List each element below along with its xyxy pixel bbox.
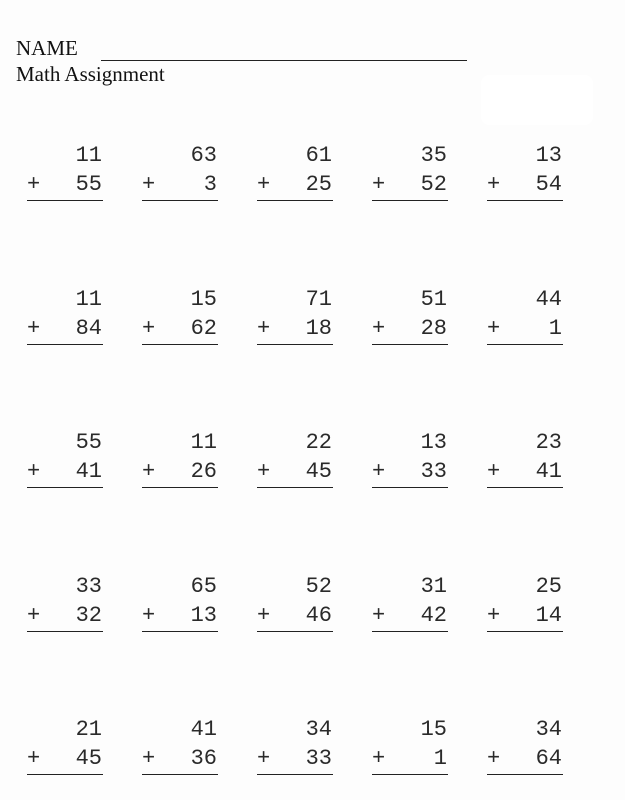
answer-line bbox=[27, 344, 103, 345]
answer-line bbox=[372, 774, 448, 775]
bottom-addend: 54 bbox=[535, 172, 562, 197]
plus-sign: + bbox=[27, 172, 41, 197]
answer-line bbox=[487, 631, 563, 632]
addition-problem bbox=[142, 287, 218, 347]
addition-problem bbox=[257, 717, 333, 777]
top-addend: 22 bbox=[305, 430, 332, 455]
answer-line bbox=[142, 774, 218, 775]
addition-problem bbox=[487, 287, 563, 347]
plus-sign: + bbox=[372, 459, 386, 484]
bottom-addend: 32 bbox=[75, 603, 102, 628]
answer-line bbox=[27, 487, 103, 488]
top-addend: 41 bbox=[190, 717, 217, 742]
top-addend: 63 bbox=[190, 143, 217, 168]
plus-sign: + bbox=[142, 459, 156, 484]
top-addend: 51 bbox=[420, 287, 447, 312]
name-write-line bbox=[101, 60, 467, 61]
top-addend: 23 bbox=[535, 430, 562, 455]
bottom-addend: 25 bbox=[305, 172, 332, 197]
top-addend: 55 bbox=[75, 430, 102, 455]
page-title: Math Assignment bbox=[16, 62, 165, 86]
top-addend: 71 bbox=[305, 287, 332, 312]
addition-problem bbox=[27, 287, 103, 347]
bottom-addend: 26 bbox=[190, 459, 217, 484]
plus-sign: + bbox=[372, 172, 386, 197]
bottom-addend: 1 bbox=[548, 316, 562, 341]
bottom-addend: 62 bbox=[190, 316, 217, 341]
plus-sign: + bbox=[487, 459, 501, 484]
plus-sign: + bbox=[257, 172, 271, 197]
plus-sign: + bbox=[257, 459, 271, 484]
top-addend: 65 bbox=[190, 574, 217, 599]
top-addend: 21 bbox=[75, 717, 102, 742]
bottom-addend: 3 bbox=[203, 172, 217, 197]
bottom-addend: 84 bbox=[75, 316, 102, 341]
top-addend: 61 bbox=[305, 143, 332, 168]
plus-sign: + bbox=[257, 603, 271, 628]
answer-line bbox=[372, 344, 448, 345]
addition-problem bbox=[27, 430, 103, 490]
name-label: NAME bbox=[16, 36, 78, 60]
bottom-addend: 33 bbox=[420, 459, 447, 484]
bottom-addend: 41 bbox=[75, 459, 102, 484]
plus-sign: + bbox=[487, 172, 501, 197]
top-addend: 33 bbox=[75, 574, 102, 599]
answer-line bbox=[487, 774, 563, 775]
top-addend: 35 bbox=[420, 143, 447, 168]
plus-sign: + bbox=[372, 603, 386, 628]
bottom-addend: 55 bbox=[75, 172, 102, 197]
answer-line bbox=[372, 487, 448, 488]
bottom-addend: 28 bbox=[420, 316, 447, 341]
top-addend: 11 bbox=[75, 143, 102, 168]
addition-problem bbox=[257, 574, 333, 634]
addition-problem bbox=[487, 143, 563, 203]
plus-sign: + bbox=[27, 316, 41, 341]
addition-problem bbox=[142, 430, 218, 490]
top-addend: 13 bbox=[420, 430, 447, 455]
answer-line bbox=[487, 487, 563, 488]
top-addend: 15 bbox=[190, 287, 217, 312]
plus-sign: + bbox=[487, 316, 501, 341]
addition-problem bbox=[142, 717, 218, 777]
plus-sign: + bbox=[257, 746, 271, 771]
addition-problem bbox=[372, 143, 448, 203]
plus-sign: + bbox=[27, 746, 41, 771]
bottom-addend: 52 bbox=[420, 172, 447, 197]
plus-sign: + bbox=[27, 603, 41, 628]
top-addend: 31 bbox=[420, 574, 447, 599]
bottom-addend: 46 bbox=[305, 603, 332, 628]
answer-line bbox=[257, 487, 333, 488]
plus-sign: + bbox=[142, 746, 156, 771]
plus-sign: + bbox=[142, 172, 156, 197]
bottom-addend: 45 bbox=[75, 746, 102, 771]
bottom-addend: 36 bbox=[190, 746, 217, 771]
addition-problem bbox=[487, 574, 563, 634]
top-addend: 34 bbox=[305, 717, 332, 742]
answer-line bbox=[27, 631, 103, 632]
plus-sign: + bbox=[257, 316, 271, 341]
top-addend: 11 bbox=[190, 430, 217, 455]
blank-corner-box bbox=[481, 75, 593, 125]
addition-problem bbox=[142, 574, 218, 634]
bottom-addend: 14 bbox=[535, 603, 562, 628]
addition-problem bbox=[372, 574, 448, 634]
bottom-addend: 45 bbox=[305, 459, 332, 484]
addition-problem bbox=[142, 143, 218, 203]
addition-problem bbox=[487, 717, 563, 777]
answer-line bbox=[257, 344, 333, 345]
top-addend: 25 bbox=[535, 574, 562, 599]
answer-line bbox=[487, 344, 563, 345]
top-addend: 13 bbox=[535, 143, 562, 168]
plus-sign: + bbox=[487, 603, 501, 628]
addition-problem bbox=[372, 717, 448, 777]
addition-problem bbox=[257, 143, 333, 203]
answer-line bbox=[372, 631, 448, 632]
plus-sign: + bbox=[142, 603, 156, 628]
bottom-addend: 41 bbox=[535, 459, 562, 484]
bottom-addend: 33 bbox=[305, 746, 332, 771]
answer-line bbox=[257, 631, 333, 632]
answer-line bbox=[27, 774, 103, 775]
answer-line bbox=[372, 200, 448, 201]
addition-problem bbox=[487, 430, 563, 490]
plus-sign: + bbox=[372, 746, 386, 771]
addition-problem bbox=[257, 287, 333, 347]
answer-line bbox=[257, 200, 333, 201]
answer-line bbox=[142, 344, 218, 345]
addition-problem bbox=[27, 717, 103, 777]
bottom-addend: 64 bbox=[535, 746, 562, 771]
bottom-addend: 18 bbox=[305, 316, 332, 341]
answer-line bbox=[142, 200, 218, 201]
top-addend: 15 bbox=[420, 717, 447, 742]
top-addend: 34 bbox=[535, 717, 562, 742]
top-addend: 44 bbox=[535, 287, 562, 312]
answer-line bbox=[142, 631, 218, 632]
plus-sign: + bbox=[27, 459, 41, 484]
addition-problem bbox=[257, 430, 333, 490]
addition-problem bbox=[27, 143, 103, 203]
addition-problem bbox=[27, 574, 103, 634]
plus-sign: + bbox=[487, 746, 501, 771]
bottom-addend: 13 bbox=[190, 603, 217, 628]
answer-line bbox=[257, 774, 333, 775]
top-addend: 11 bbox=[75, 287, 102, 312]
plus-sign: + bbox=[372, 316, 386, 341]
answer-line bbox=[487, 200, 563, 201]
top-addend: 52 bbox=[305, 574, 332, 599]
answer-line bbox=[142, 487, 218, 488]
answer-line bbox=[27, 200, 103, 201]
bottom-addend: 1 bbox=[433, 746, 447, 771]
plus-sign: + bbox=[142, 316, 156, 341]
bottom-addend: 42 bbox=[420, 603, 447, 628]
addition-problem bbox=[372, 430, 448, 490]
addition-problem bbox=[372, 287, 448, 347]
